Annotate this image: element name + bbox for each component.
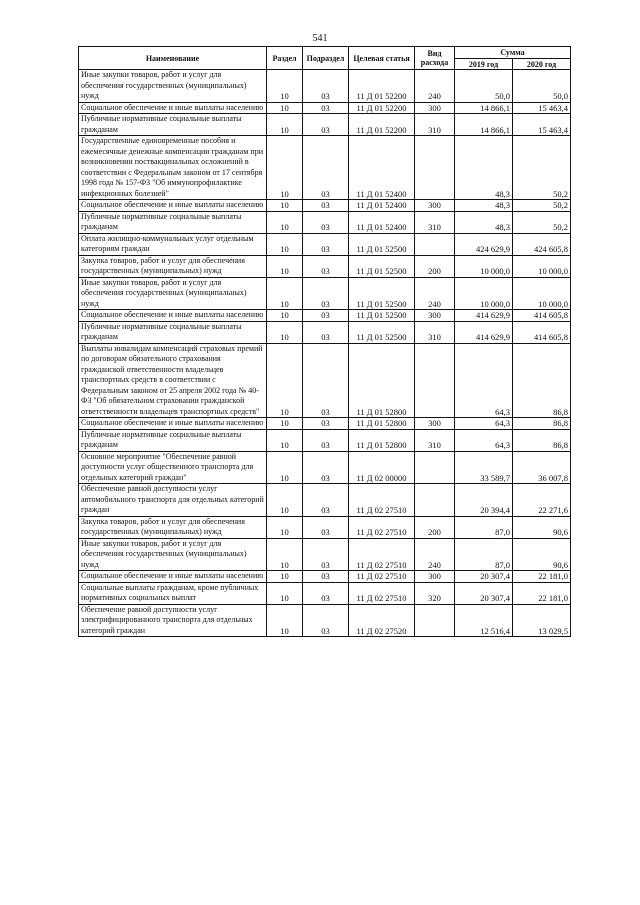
- row-expense-type: 300: [415, 102, 455, 114]
- row-subsection: 03: [303, 321, 349, 343]
- row-section: 10: [267, 255, 303, 277]
- row-expense-type: 300: [415, 418, 455, 430]
- row-sum-2019: 87,0: [455, 538, 513, 571]
- row-sum-2020: 86,8: [513, 418, 571, 430]
- row-sum-2019: 64,3: [455, 418, 513, 430]
- table-row: [79, 310, 571, 322]
- row-section: 10: [267, 233, 303, 255]
- table-row: [79, 211, 571, 233]
- row-name: Обеспечение равной доступности услуг электрифицированного транспорта для отдельных категорий граждан: [79, 604, 267, 637]
- row-sum-2020: 36 007,8: [513, 451, 571, 484]
- row-sum-2019: 424 629,9: [455, 233, 513, 255]
- row-name: Социальное обеспечение и иные выплаты населению: [79, 571, 267, 583]
- row-sum-2019: 64,3: [455, 429, 513, 451]
- row-target-article: 11 Д 01 52800: [349, 343, 415, 418]
- row-sum-2019: 48,3: [455, 200, 513, 212]
- row-section: 10: [267, 310, 303, 322]
- row-expense-type: [415, 604, 455, 637]
- row-name: Обеспечение равной доступности услуг автомобильного транспорта для отдельных категорий граждан: [79, 484, 267, 517]
- table-row: [79, 136, 571, 200]
- row-sum-2020: 50,2: [513, 200, 571, 212]
- row-target-article: 11 Д 01 52500: [349, 233, 415, 255]
- row-target-article: 11 Д 02 27510: [349, 538, 415, 571]
- row-sum-2020: 50,2: [513, 211, 571, 233]
- row-expense-type: 320: [415, 582, 455, 604]
- row-expense-type: 310: [415, 114, 455, 136]
- row-target-article: 11 Д 01 52500: [349, 321, 415, 343]
- row-expense-type: [415, 343, 455, 418]
- row-subsection: 03: [303, 136, 349, 200]
- row-target-article: 11 Д 01 52500: [349, 277, 415, 310]
- row-sum-2019: 414 629,9: [455, 310, 513, 322]
- row-expense-type: [415, 484, 455, 517]
- row-subsection: 03: [303, 516, 349, 538]
- row-sum-2020: 10 000,0: [513, 277, 571, 310]
- row-sum-2020: 15 463,4: [513, 102, 571, 114]
- row-sum-2019: 12 516,4: [455, 604, 513, 637]
- row-target-article: 11 Д 01 52200: [349, 114, 415, 136]
- header-year-2019: 2019 год: [455, 59, 513, 70]
- row-expense-type: [415, 136, 455, 200]
- row-name: Социальное обеспечение и иные выплаты населению: [79, 200, 267, 212]
- table-row: [79, 277, 571, 310]
- row-section: 10: [267, 451, 303, 484]
- row-subsection: 03: [303, 211, 349, 233]
- row-name: Социальное обеспечение и иные выплаты населению: [79, 102, 267, 114]
- row-section: 10: [267, 102, 303, 114]
- table-row: [79, 429, 571, 451]
- row-name: Публичные нормативные социальные выплаты гражданам: [79, 429, 267, 451]
- row-expense-type: 300: [415, 200, 455, 212]
- row-name: Социальное обеспечение и иные выплаты населению: [79, 418, 267, 430]
- row-name: Публичные нормативные социальные выплаты гражданам: [79, 321, 267, 343]
- row-section: 10: [267, 136, 303, 200]
- row-name: Социальные выплаты гражданам, кроме публичных нормативных социальных выплат: [79, 582, 267, 604]
- row-name: Иные закупки товаров, работ и услуг для обеспечения государственных (муниципальных) нужд: [79, 277, 267, 310]
- row-sum-2020: 13 029,5: [513, 604, 571, 637]
- row-section: 10: [267, 200, 303, 212]
- row-name: Закупка товаров, работ и услуг для обеспечения государственных (муниципальных) нужд: [79, 516, 267, 538]
- row-section: 10: [267, 516, 303, 538]
- row-subsection: 03: [303, 70, 349, 103]
- row-sum-2020: 90,6: [513, 516, 571, 538]
- row-target-article: 11 Д 01 52200: [349, 102, 415, 114]
- row-sum-2019: 48,3: [455, 136, 513, 200]
- row-sum-2019: 14 866,1: [455, 114, 513, 136]
- row-subsection: 03: [303, 102, 349, 114]
- row-name: Государственные единовременные пособия и ежемесячные денежные компенсации гражданам при возникновении поствакцинальных осложнений в соответствии с Федеральным законом от 17 сентября 1998 года № 157-ФЗ "Об иммунопрофилактике инфекционных болезней": [79, 136, 267, 200]
- row-subsection: 03: [303, 114, 349, 136]
- row-section: 10: [267, 114, 303, 136]
- header-target-article: Целевая статья: [349, 47, 415, 70]
- row-name: Публичные нормативные социальные выплаты гражданам: [79, 211, 267, 233]
- table-row: [79, 114, 571, 136]
- row-sum-2020: 424 605,8: [513, 233, 571, 255]
- row-subsection: 03: [303, 429, 349, 451]
- row-sum-2019: 20 394,4: [455, 484, 513, 517]
- row-subsection: 03: [303, 200, 349, 212]
- row-target-article: 11 Д 02 27510: [349, 571, 415, 583]
- header-section: Раздел: [267, 47, 303, 70]
- table-header: [79, 47, 571, 70]
- table-body: [79, 70, 571, 637]
- row-expense-type: 240: [415, 70, 455, 103]
- row-sum-2020: 22 181,0: [513, 582, 571, 604]
- row-subsection: 03: [303, 571, 349, 583]
- row-sum-2019: 414 629,9: [455, 321, 513, 343]
- row-expense-type: [415, 233, 455, 255]
- table-row: [79, 604, 571, 637]
- row-expense-type: 240: [415, 277, 455, 310]
- row-target-article: 11 Д 01 52500: [349, 255, 415, 277]
- table-row: [79, 538, 571, 571]
- row-sum-2020: 414 605,8: [513, 321, 571, 343]
- row-name: Иные закупки товаров, работ и услуг для обеспечения государственных (муниципальных) нужд: [79, 538, 267, 571]
- row-target-article: 11 Д 01 52400: [349, 136, 415, 200]
- row-section: 10: [267, 211, 303, 233]
- row-subsection: 03: [303, 255, 349, 277]
- row-sum-2019: 87,0: [455, 516, 513, 538]
- row-section: 10: [267, 418, 303, 430]
- row-section: 10: [267, 277, 303, 310]
- header-subsection: Подраздел: [303, 47, 349, 70]
- row-expense-type: 300: [415, 571, 455, 583]
- row-sum-2019: 10 000,0: [455, 255, 513, 277]
- row-subsection: 03: [303, 343, 349, 418]
- table-row: [79, 200, 571, 212]
- row-expense-type: 310: [415, 429, 455, 451]
- row-target-article: 11 Д 01 52400: [349, 200, 415, 212]
- row-sum-2019: 64,3: [455, 343, 513, 418]
- row-section: 10: [267, 429, 303, 451]
- row-section: 10: [267, 321, 303, 343]
- row-section: 10: [267, 582, 303, 604]
- row-target-article: 11 Д 01 52500: [349, 310, 415, 322]
- row-name: Основное мероприятие "Обеспечение равной доступности услуг общественного транспорта для отдельных категорий граждан": [79, 451, 267, 484]
- row-sum-2020: 50,0: [513, 70, 571, 103]
- row-sum-2020: 86,8: [513, 343, 571, 418]
- row-subsection: 03: [303, 277, 349, 310]
- row-sum-2020: 10 000,0: [513, 255, 571, 277]
- budget-table: [78, 46, 571, 637]
- row-sum-2020: 22 181,0: [513, 571, 571, 583]
- row-expense-type: 240: [415, 538, 455, 571]
- table-row: [79, 484, 571, 517]
- row-section: 10: [267, 538, 303, 571]
- row-expense-type: 310: [415, 321, 455, 343]
- row-sum-2020: 15 463,4: [513, 114, 571, 136]
- row-section: 10: [267, 571, 303, 583]
- table-row: [79, 233, 571, 255]
- row-target-article: 11 Д 02 00000: [349, 451, 415, 484]
- row-section: 10: [267, 343, 303, 418]
- row-section: 10: [267, 604, 303, 637]
- row-sum-2019: 48,3: [455, 211, 513, 233]
- table-row: [79, 451, 571, 484]
- row-expense-type: 200: [415, 255, 455, 277]
- row-name: Оплата жилищно-коммунальных услуг отдельным категориям граждан: [79, 233, 267, 255]
- row-subsection: 03: [303, 310, 349, 322]
- row-target-article: 11 Д 01 52800: [349, 418, 415, 430]
- row-section: 10: [267, 70, 303, 103]
- row-sum-2020: 22 271,6: [513, 484, 571, 517]
- page-number: 541: [312, 33, 328, 44]
- row-subsection: 03: [303, 538, 349, 571]
- row-sum-2020: 414 605,8: [513, 310, 571, 322]
- row-sum-2019: 14 866,1: [455, 102, 513, 114]
- header-sum: Сумма: [455, 47, 571, 59]
- row-sum-2019: 20 307,4: [455, 582, 513, 604]
- row-subsection: 03: [303, 582, 349, 604]
- table-row: [79, 516, 571, 538]
- table-row: [79, 582, 571, 604]
- row-sum-2019: 50,0: [455, 70, 513, 103]
- table-row: [79, 343, 571, 418]
- row-sum-2019: 10 000,0: [455, 277, 513, 310]
- row-name: Публичные нормативные социальные выплаты гражданам: [79, 114, 267, 136]
- row-target-article: 11 Д 01 52400: [349, 211, 415, 233]
- row-name: Социальное обеспечение и иные выплаты населению: [79, 310, 267, 322]
- row-sum-2020: 50,2: [513, 136, 571, 200]
- row-subsection: 03: [303, 484, 349, 517]
- row-expense-type: 200: [415, 516, 455, 538]
- row-subsection: 03: [303, 451, 349, 484]
- row-expense-type: [415, 451, 455, 484]
- row-target-article: 11 Д 01 52200: [349, 70, 415, 103]
- row-target-article: 11 Д 01 52800: [349, 429, 415, 451]
- row-target-article: 11 Д 02 27510: [349, 516, 415, 538]
- row-subsection: 03: [303, 418, 349, 430]
- row-sum-2020: 86,8: [513, 429, 571, 451]
- row-target-article: 11 Д 02 27510: [349, 484, 415, 517]
- row-subsection: 03: [303, 233, 349, 255]
- table-row: [79, 418, 571, 430]
- row-name: Иные закупки товаров, работ и услуг для обеспечения государственных (муниципальных) нужд: [79, 70, 267, 103]
- row-subsection: 03: [303, 604, 349, 637]
- row-expense-type: 310: [415, 211, 455, 233]
- table-row: [79, 255, 571, 277]
- row-section: 10: [267, 484, 303, 517]
- row-sum-2019: 33 589,7: [455, 451, 513, 484]
- row-name: Закупка товаров, работ и услуг для обеспечения государственных (муниципальных) нужд: [79, 255, 267, 277]
- header-year-2020: 2020 год: [513, 59, 571, 70]
- table-row: [79, 571, 571, 583]
- table-row: [79, 321, 571, 343]
- row-sum-2020: 90,6: [513, 538, 571, 571]
- row-sum-2019: 20 307,4: [455, 571, 513, 583]
- header-name: Наименование: [79, 47, 267, 70]
- table-row: [79, 70, 571, 103]
- row-name: Выплаты инвалидам компенсаций страховых премий по договорам обязательного страхования гражданской ответственности владельцев транспортных средств в соответствии с Федеральным законом от 25 апреля 2002 года № 40-ФЗ "Об обязательном страховании гражданской ответственности владельцев транспортных средств": [79, 343, 267, 418]
- row-target-article: 11 Д 02 27510: [349, 582, 415, 604]
- table-row: [79, 102, 571, 114]
- header-expense-type: Вид расхода: [415, 47, 455, 70]
- row-target-article: 11 Д 02 27520: [349, 604, 415, 637]
- row-expense-type: 300: [415, 310, 455, 322]
